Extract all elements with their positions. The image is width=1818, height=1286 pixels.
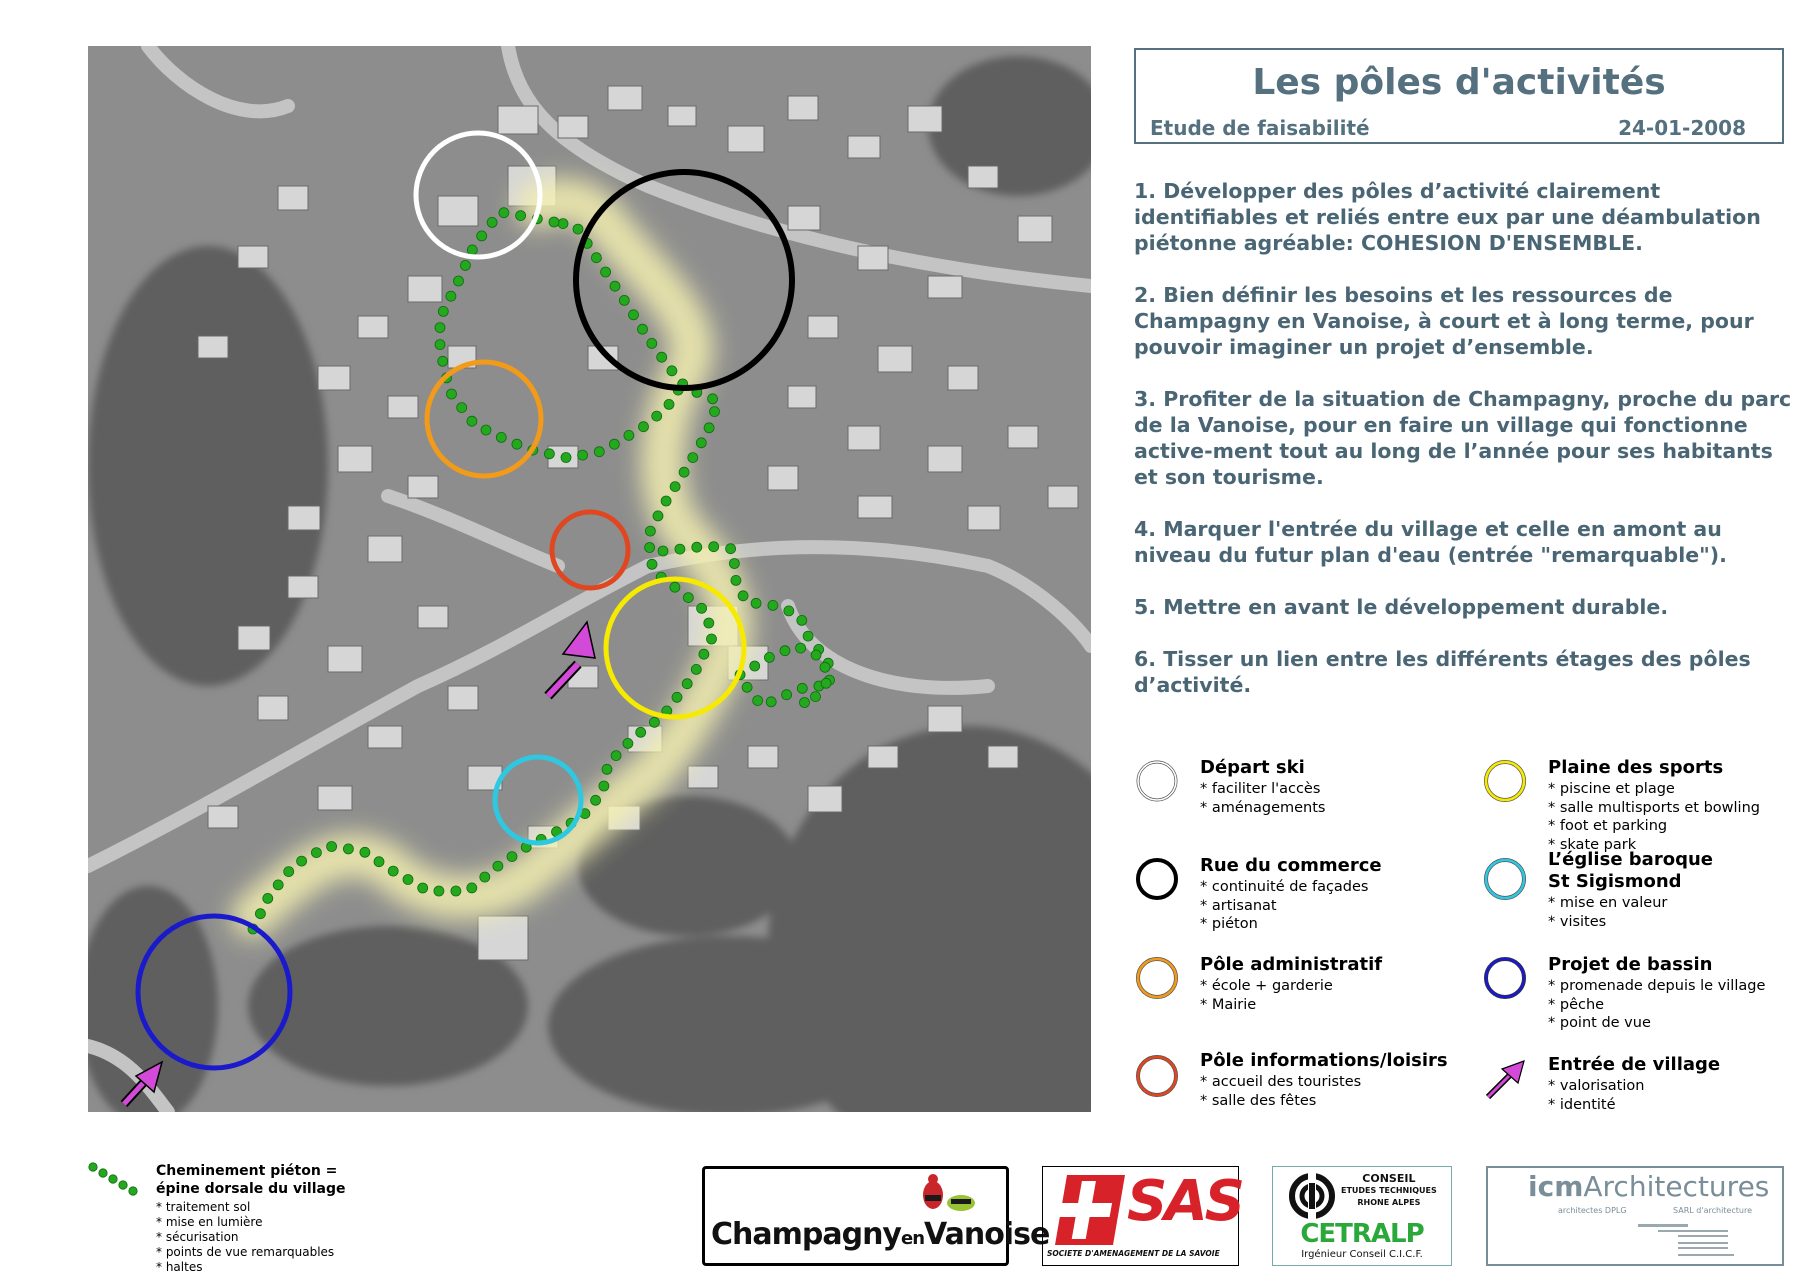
legend-bullet: * accueil des touristes [1200,1074,1362,1090]
legend-bullet: * piéton [1200,916,1258,932]
path-dot [499,208,509,218]
legend-bullets [1200,1073,1361,1110]
legend-title: Projet de bassin [1548,954,1713,975]
legend-bullet: * identité [1548,1096,1616,1113]
path-dot [780,646,790,656]
path-dot [619,295,629,305]
path-dot [683,593,693,603]
path-dot [657,352,667,362]
path-dot [284,867,294,877]
legend-title: Entrée de village [1548,1054,1721,1075]
legend-bullet: * artisanat [1200,897,1277,914]
path-dot [645,526,655,536]
path-dot [667,366,677,376]
orange-circle-icon [1134,955,1180,1001]
path-dot [487,217,497,227]
path-dot [782,690,792,700]
path-dot [558,219,568,229]
path-dot [446,291,456,301]
legend-bullets [1548,1077,1644,1114]
legend-bullet: * foot et parking [1548,818,1668,834]
architectures-text: Architectures [1583,1170,1770,1203]
path-dot [636,727,646,737]
legend-bullet: * continuité de façades [1200,879,1369,895]
path-dot [451,886,461,896]
objective-item: 2. Bien définir les besoins et les ressources de Champagny en Vanoise, à court et à long terme, pour pouvoir imaginer un projet d’ensemble. [1134,283,1754,359]
path-dot [797,683,807,693]
path-dot [591,795,601,805]
path-dot [602,764,612,774]
path-dot [670,582,680,592]
path-dot [561,453,571,463]
objective-item: 5. Mettre en avant le développement durable. [1134,595,1669,619]
savoie-cross-icon [1055,1175,1125,1245]
path-dot [403,875,413,885]
legend-bullet: * école + garderie [1200,978,1333,994]
green-dots-icon [88,1160,148,1210]
cetralp-wordmark: CETRALP [1300,1219,1424,1249]
path-dot [623,738,633,748]
path-dot [434,886,444,896]
legend-bullet: * point de vue [1548,1015,1651,1031]
legend-bullet: * haltes [156,1260,203,1274]
path-dot [477,231,487,241]
skier-mascot-icon [915,1173,985,1217]
objectives-list [1134,178,1794,724]
cetralp-caption-line: ETUDES TECHNIQUES [1341,1186,1437,1195]
black-circle-icon [1134,856,1180,902]
path-dot [679,467,689,477]
path-dot [658,546,668,556]
legend-bullets [1200,780,1325,817]
legend-bullet: * sécurisation [156,1230,239,1244]
legend-bullet: * skate park [1548,836,1637,853]
legend-title-line2: St Sigismond [1548,871,1682,892]
path-dot [675,544,685,554]
path-dot [821,678,831,688]
path-dot [811,650,821,660]
cetralp-subtitle: Irgénieur Conseil C.I.C.F. [1301,1249,1423,1260]
legend-bullet: * pêche [1548,996,1605,1013]
icm-wordmark [1528,1170,1769,1203]
path-dot [800,698,810,708]
path-dot [360,847,370,857]
path-dot [374,857,384,867]
map-canvas [88,46,1091,1112]
white-circle-icon [1134,758,1180,804]
path-dot [591,253,601,263]
path-dot [255,909,265,919]
legend-bullet: * salle des fêtes [1200,1092,1317,1109]
legend-bullet: * piscine et plage [1548,781,1675,797]
path-legend-bullets [156,1200,334,1275]
path-dot [467,883,477,893]
icm-subtitle-2: SARL d'architecture [1673,1206,1752,1215]
icm-architectures-logo [1486,1166,1784,1266]
cetralp-logo [1272,1166,1452,1266]
vanoise-text: Vanoise [924,1217,1050,1252]
page-subtitle: Etude de faisabilité [1150,116,1370,140]
champagny-text: Champagny [711,1217,901,1252]
path-dot [599,781,609,791]
page-title: Les pôles d'activités [1252,62,1666,103]
path-dot [820,662,830,672]
path-dot [297,856,307,866]
aerial-map [88,46,1091,1112]
path-dot [496,432,506,442]
path-dot [811,692,821,702]
blue-circle-icon [1482,955,1528,1001]
cetralp-caption [1341,1173,1437,1209]
path-dot [704,618,714,628]
path-dot [699,649,709,659]
path-dot [493,861,503,871]
path-dot [707,634,717,644]
path-dot [726,544,736,554]
legend-bullet: * aménagements [1200,799,1326,816]
objective-item: 3. Profiter de la situation de Champagny, proche du parc de la Vanoise, pour en faire un village qui fonctionne active-ment tout au long de l’année pour ses habitants et son tourisme. [1134,387,1792,489]
path-dot [438,306,448,316]
path-dot [647,559,657,569]
legend-bullet: * mise en valeur [1548,895,1668,911]
legend-title: Rue du commerce [1200,855,1382,876]
path-legend-title [156,1162,346,1198]
legend-bullet: * promenade depuis le village [1548,978,1766,994]
path-dot [764,652,774,662]
path-dot [467,416,477,426]
path-dot [672,692,682,702]
path-dot [447,389,457,399]
legend-title: L’église baroque [1548,849,1713,870]
path-dot [688,453,698,463]
legend-bullets [1548,977,1765,1033]
path-dot [731,575,741,585]
path-dot [418,883,428,893]
path-dot [691,664,701,674]
path-dot [753,696,763,706]
yellow-circle-icon [1482,758,1528,804]
path-legend-title-line: épine dorsale du village [156,1181,346,1197]
icm-subtitle-1: architectes DPLG [1558,1206,1627,1215]
path-dot [480,872,490,882]
red-circle-icon [1134,1053,1180,1099]
path-dot [645,543,655,553]
path-dot [803,631,813,641]
path-dot [516,211,526,221]
path-dot [601,267,611,277]
legend-title: Départ ski [1200,757,1305,778]
path-dot [273,880,283,890]
path-dot [704,423,714,433]
page-date: 24-01-2008 [1618,116,1746,140]
path-dot [738,591,748,601]
path-dot [797,615,807,625]
path-dot [263,893,273,903]
legend-bullet: * valorisation [1548,1078,1645,1094]
path-dot [311,848,321,858]
path-dot [692,542,702,552]
path-dot [652,411,662,421]
path-dot [624,430,634,440]
path-dot [664,399,674,409]
cetralp-caption-line: RHONE ALPES [1357,1198,1421,1207]
path-dot [457,403,467,413]
path-dot [438,356,448,366]
legend-title: Pôle informations/loisirs [1200,1050,1448,1071]
path-dot [327,842,337,852]
path-legend-title-line: Cheminement piéton = [156,1163,338,1179]
path-dot [729,559,739,569]
path-dot [638,324,648,334]
path-dot [435,323,445,333]
legend-bullets [1200,878,1369,934]
champagny-en-text: en [900,1228,925,1249]
legend-bullet: * points de vue remarquables [156,1245,335,1259]
legend-bullet: * mise en lumière [156,1215,263,1229]
cyan-circle-icon [1482,856,1528,902]
path-dot [670,482,680,492]
path-dot [647,338,657,348]
path-dot [750,661,760,671]
path-dot [609,439,619,449]
champagny-logo [702,1166,1050,1266]
pink-arrow-icon [1482,1055,1528,1101]
path-dot [388,866,398,876]
cetralp-caption-line: CONSEIL [1362,1172,1416,1185]
legend-bullets [1200,977,1333,1014]
icm-text: icm [1528,1170,1584,1203]
path-dot [766,697,776,707]
path-dot [544,449,554,459]
path-dot [460,260,470,270]
legend-bullet: * faciliter l'accès [1200,781,1321,797]
path-dot [696,438,706,448]
path-dot [649,717,659,727]
path-dot [708,394,718,404]
path-dot [435,340,445,350]
icm-address-block [1618,1222,1748,1262]
path-dot [507,852,517,862]
legend-title: Pôle administratif [1200,954,1383,975]
title-box [1134,48,1784,144]
path-dot [796,643,806,653]
objective-item: 4. Marquer l'entrée du village et celle en amont au niveau du futur plan d'eau (entrée "remarquable"). [1134,517,1727,567]
legend-title: Plaine des sports [1548,757,1724,778]
objective-item: 6. Tisser un lien entre les différents étages des pôles d’activité. [1134,647,1751,697]
path-dot [549,217,559,227]
legend-bullets [1548,894,1667,931]
legend-bullets [1548,780,1760,854]
path-dot [682,679,692,689]
sas-wordmark: SAS [1127,1169,1243,1234]
path-dot [610,281,620,291]
path-dot [594,447,604,457]
path-dot [467,245,477,255]
path-dot [742,682,752,692]
path-dot [768,600,778,610]
path-dot [697,603,707,613]
path-dot [661,496,671,506]
path-dot [454,276,464,286]
cetralp-emblem-icon [1289,1173,1335,1219]
path-dot [343,844,353,854]
path-dot [573,224,583,234]
champagny-wordmark [711,1217,1049,1252]
path-dot [639,422,649,432]
path-dot [709,542,719,552]
path-dot [578,450,588,460]
path-legend [88,1160,388,1274]
legend-bullet: * Mairie [1200,996,1257,1013]
path-dot [512,439,522,449]
path-dot [751,598,761,608]
path-dot [784,606,794,616]
path-dot [611,751,621,761]
path-dot [710,407,720,417]
sas-subtitle: SOCIETE D'AMENAGEMENT DE LA SAVOIE [1047,1249,1220,1258]
path-dot [481,425,491,435]
sas-logo [1042,1166,1243,1266]
legend-bullet: * visites [1548,913,1607,930]
path-dot [653,511,663,521]
objective-item: 1. Développer des pôles d’activité clairement identifiables et reliés entre eux par une déambulation piétonne agréable: COHESION D'ENSEMBLE. [1134,179,1761,255]
legend-bullet: * traitement sol [156,1200,251,1214]
legend-bullet: * salle multisports et bowling [1548,799,1760,816]
path-dot [629,310,639,320]
